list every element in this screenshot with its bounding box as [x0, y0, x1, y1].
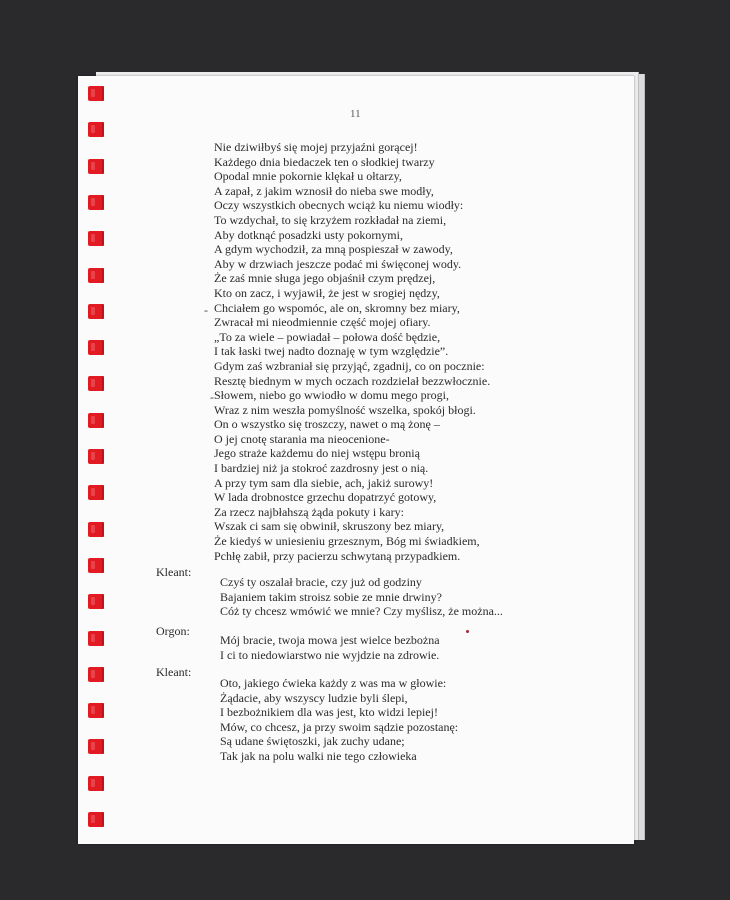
binding-ring [88, 304, 104, 319]
binding-ring [88, 449, 104, 464]
binding-ring [88, 776, 104, 791]
verse-line: Że zaś mnie sługa jego objaśnił czym prędzej, [214, 271, 436, 286]
binding-ring [88, 159, 104, 174]
speaker-label: Orgon: [156, 624, 190, 638]
dialogue-line: Żądacie, aby wszyscy ludzie byli ślepi, [220, 690, 408, 705]
verse-line: Opodal mnie pokornie klękał u ołtarzy, [214, 169, 402, 184]
binding-ring [88, 631, 104, 646]
verse-line: Aby w drzwiach jeszcze podać mi święconej wody. [214, 256, 462, 271]
dialogue-block [220, 575, 503, 619]
binding-ring [88, 703, 104, 718]
verse-line: Kto on zacz, i wyjawił, że jest w srogiej nędzy, [214, 285, 440, 300]
verse-line: „To za wiele – powiadał – połowa dość będzie, [214, 329, 441, 344]
verse-line: On o wszystko się troszczy, nawet o mą żonę – [214, 417, 440, 432]
verse-line: Wraz z nim weszła pomyślność wszelka, spokój błogi. [214, 402, 476, 417]
verse-line: Jego straże każdemu do niej wstępu bronią [214, 446, 420, 461]
binding-ring [88, 86, 104, 101]
verse-line: I bardziej niż ja stokroć zazdrosny jest o nią. [214, 461, 429, 476]
verse-line: Nie dziwiłbyś się mojej przyjaźni gorącej! [214, 140, 418, 154]
dialogue-line: Mój bracie, twoja mowa jest wielce bezbożna [220, 633, 440, 647]
dialogue-line: Cóż ty chcesz wmówić we mnie? Czy myślisz, że można... [220, 604, 503, 619]
speaker-label: Kleant: [156, 665, 192, 679]
verse-line: Chciałem go wspomóc, ale on, skromny bez miary, [214, 300, 460, 315]
dialogue-line: Są udane świętoszki, jak zuchy udane; [220, 734, 405, 749]
verse-line: Gdym zaś wzbraniał się przyjąć, zgadnij, co on pocznie: [214, 358, 485, 373]
verse-block-main [214, 140, 544, 563]
dialogue-line: Mów, co chcesz, ja przy swoim sądzie pozostanę: [220, 719, 459, 734]
binding-ring [88, 376, 104, 391]
binding-ring [88, 739, 104, 754]
binding-ring [88, 812, 104, 827]
verse-line: To wzdychał, to się krzyżem rozkładał na ziemi, [214, 212, 447, 227]
verse-line: Że kiedyś w uniesieniu grzesznym, Bóg mi świadkiem, [214, 534, 480, 549]
dialogue-line: I ci to niedowiarstwo nie wyjdzie na zdrowie. [220, 647, 440, 662]
binding-ring [88, 195, 104, 210]
verse-line: Zwracał mi nieodmiennie część mojej ofiary. [214, 315, 431, 330]
verse-line: Pchłę zabił, przy pacierzu schwytaną przypadkiem. [214, 548, 461, 563]
verse-line: Resztę biednym w mych oczach rozdzielał bezzwłocznie. [214, 373, 491, 388]
verse-line: Każdego dnia biedaczek ten o słodkiej twarzy [214, 154, 435, 169]
binding-ring [88, 268, 104, 283]
speaker-label: Kleant: [156, 565, 192, 579]
binding-ring [88, 340, 104, 355]
verse-line: I tak łaski twej nadto doznaję w tym względzie”. [214, 344, 449, 359]
margin-dash-mark: - [210, 390, 214, 404]
verse-line: A zapał, z jakim wznosił do nieba swe modły, [214, 183, 434, 198]
dialogue-line: Oto, jakiego ćwieka każdy z was ma w głowie: [220, 676, 447, 690]
verse-line: Oczy wszystkich obecnych wciąż ku niemu wiodły: [214, 198, 464, 213]
binding-ring [88, 122, 104, 137]
verse-line: A przy tym sam dla siebie, ach, jakiż surowy! [214, 475, 434, 490]
dialogue-line: I bezbożnikiem dla was jest, kto widzi lepiej! [220, 705, 438, 720]
binding-ring [88, 485, 104, 500]
comb-binding [88, 80, 104, 840]
ink-speck [466, 630, 469, 633]
verse-line: O jej cnotę starania ma nieocenione- [214, 431, 390, 446]
binding-ring [88, 594, 104, 609]
verse-line: Wszak ci sam się obwinił, skruszony bez miary, [214, 519, 445, 534]
margin-dash-mark: - [204, 303, 208, 317]
binding-ring [88, 231, 104, 246]
dialogue-line: Bajaniem takim stroisz sobie ze mnie drwiny? [220, 589, 442, 604]
verse-line: A gdym wychodził, za mną pospieszał w zawody, [214, 242, 453, 257]
page-number: 11 [350, 108, 361, 120]
binding-ring [88, 413, 104, 428]
dialogue-block [220, 676, 458, 764]
verse-line: Słowem, niebo go wwiodło w domu mego progi, [214, 388, 449, 403]
verse-line: Aby dotknąć posadzki usty pokornymi, [214, 227, 403, 242]
dialogue-line: Tak jak na polu walki nie tego człowieka [220, 748, 417, 763]
binding-ring [88, 522, 104, 537]
verse-line: Za rzecz najbłahszą żąda pokuty i kary: [214, 504, 404, 519]
dialogue-block [220, 633, 440, 662]
binding-ring [88, 558, 104, 573]
binding-ring [88, 667, 104, 682]
dialogue-line: Czyś ty oszalał bracie, czy już od godziny [220, 575, 422, 589]
verse-line: W lada drobnostce grzechu dopatrzyć gotowy, [214, 490, 437, 505]
